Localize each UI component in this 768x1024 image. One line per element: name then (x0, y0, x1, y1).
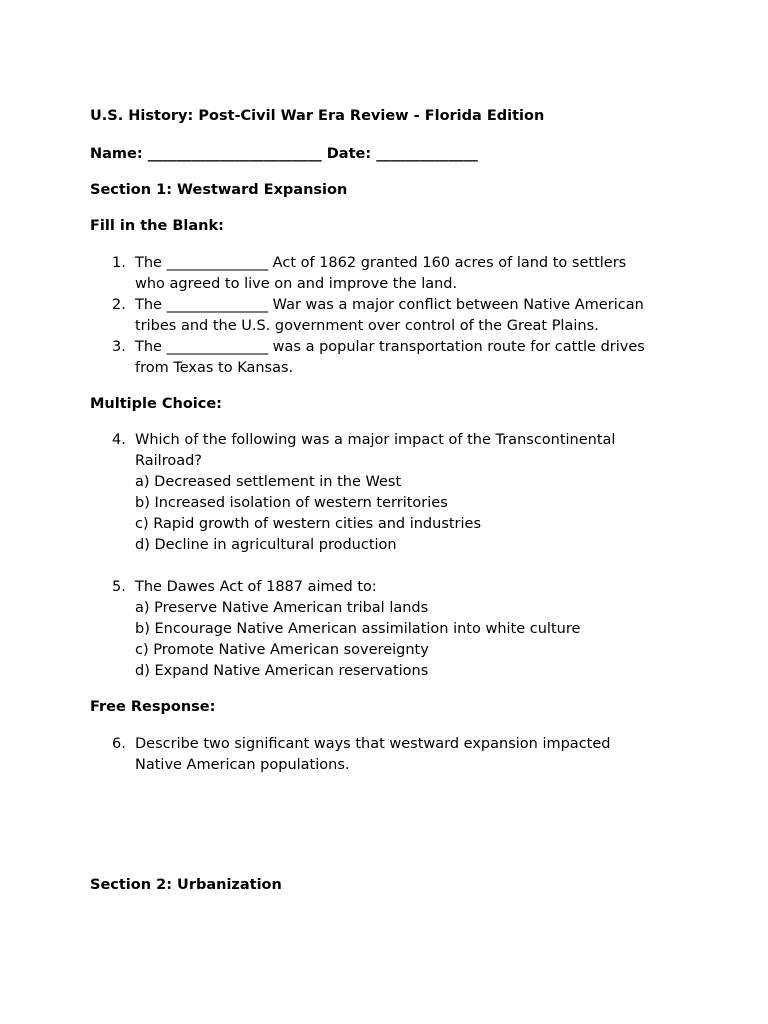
question-line: Describe two significant ways that westward expansion impacted (135, 736, 611, 752)
question-line: Native American populations. (135, 757, 350, 773)
answer-option: d) Decline in agricultural production (135, 537, 397, 553)
question-line: from Texas to Kansas. (135, 360, 294, 376)
question-text (135, 430, 615, 556)
answer-option: c) Rapid growth of western cities and industries (135, 516, 482, 532)
question-number: 3. (112, 339, 126, 355)
question-text (135, 337, 645, 379)
document-title: U.S. History: Post-Civil War Era Review - Florida Edition (90, 108, 545, 124)
answer-option: a) Decreased settlement in the West (135, 474, 402, 490)
question-line: The ______________ War was a major conflict between Native American (135, 297, 644, 313)
multiple-choice-heading: Multiple Choice: (90, 396, 222, 412)
question-text (135, 577, 580, 682)
answer-option: c) Promote Native American sovereignty (135, 642, 429, 658)
question-number: 4. (112, 432, 126, 448)
free-response-heading: Free Response: (90, 699, 216, 715)
question-number: 2. (112, 297, 126, 313)
section1-heading: Section 1: Westward Expansion (90, 182, 348, 198)
name-date-line: Name: ________________________ Date: ______________ (90, 146, 478, 162)
question-text (135, 253, 626, 295)
question-line: tribes and the U.S. government over control of the Great Plains. (135, 318, 599, 334)
question-number: 5. (112, 579, 126, 595)
question-line: who agreed to live on and improve the land. (135, 276, 458, 292)
question-line: The ______________ Act of 1862 granted 160 acres of land to settlers (135, 255, 627, 271)
answer-option: b) Encourage Native American assimilation into white culture (135, 621, 581, 637)
question-line: The Dawes Act of 1887 aimed to: (135, 579, 377, 595)
answer-option: a) Preserve Native American tribal lands (135, 600, 429, 616)
question-number: 6. (112, 736, 126, 752)
answer-option: d) Expand Native American reservations (135, 663, 429, 679)
question-text (135, 295, 644, 337)
question-line: The ______________ was a popular transportation route for cattle drives (135, 339, 645, 355)
question-line: Which of the following was a major impact of the Transcontinental (135, 432, 616, 448)
section2-heading: Section 2: Urbanization (90, 877, 282, 893)
question-text (135, 734, 610, 776)
answer-option: b) Increased isolation of western territories (135, 495, 448, 511)
fill-in-heading: Fill in the Blank: (90, 218, 224, 234)
question-line: Railroad? (135, 453, 202, 469)
question-number: 1. (112, 255, 126, 271)
